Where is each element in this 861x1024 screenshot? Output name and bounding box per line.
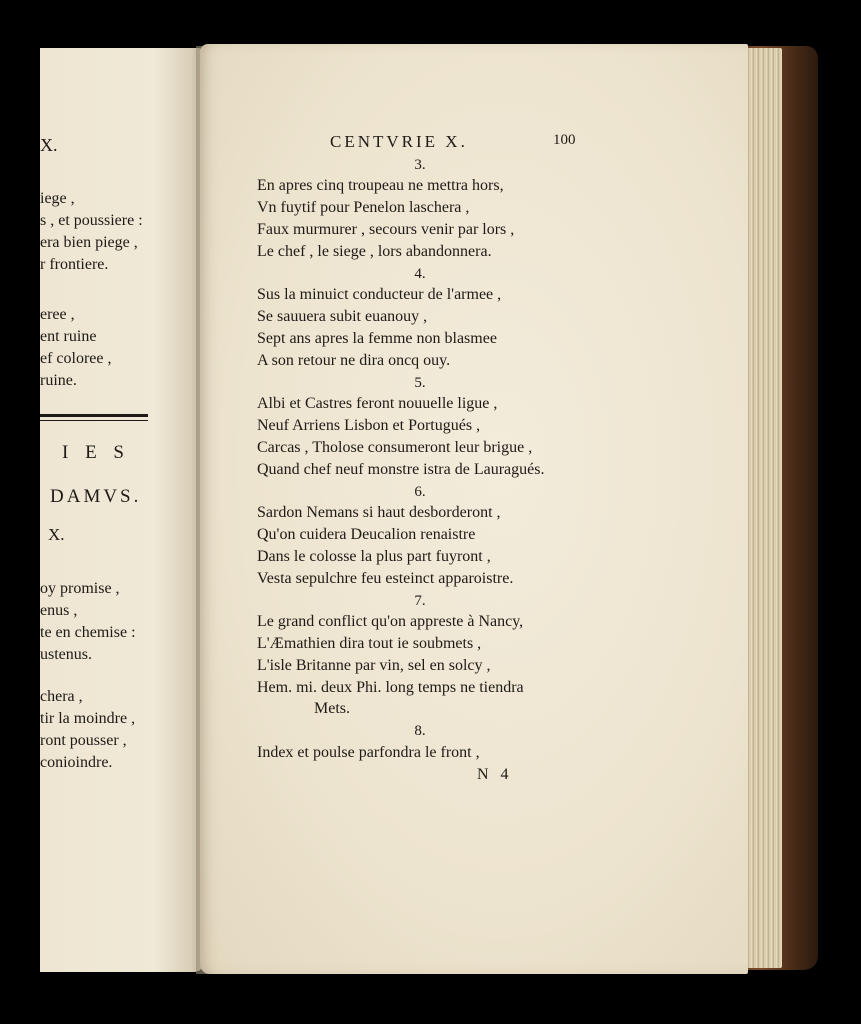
left-page bbox=[40, 48, 204, 972]
left-verse-line: r frontiere. bbox=[40, 256, 109, 273]
verse-line: Dans le colosse la plus part fuyront , bbox=[257, 548, 491, 565]
verse-line: Index et poulse parfondra le front , bbox=[257, 744, 480, 761]
verse-line: A son retour ne dira oncq ouy. bbox=[257, 352, 451, 369]
quatrain-number: 4. bbox=[414, 266, 426, 282]
left-verse-line: tir la moindre , bbox=[40, 710, 136, 727]
left-verse-line: iege , bbox=[40, 190, 75, 207]
verse-line: Vesta sepulchre feu esteinct apparoistre. bbox=[257, 570, 514, 587]
verse-line: Sept ans apres la femme non blasmee bbox=[257, 330, 497, 347]
section-rule-thin bbox=[40, 420, 148, 421]
verse-line: L'Æmathien dira tout ie soubmets , bbox=[257, 635, 482, 652]
quatrain-number: 6. bbox=[414, 484, 426, 500]
quatrain-number: 5. bbox=[414, 375, 426, 391]
verse-line: Hem. mi. deux Phi. long temps ne tiendra bbox=[257, 679, 524, 696]
left-title-fragment: DAMVS. bbox=[50, 486, 142, 507]
quatrain-number: 8. bbox=[414, 723, 426, 739]
quatrain-number: 7. bbox=[414, 593, 426, 609]
left-verse-line: ef coloree , bbox=[40, 350, 112, 367]
signature-mark: N 4 bbox=[477, 766, 513, 783]
verse-line: Quand chef neuf monstre istra de Lauragués. bbox=[257, 461, 545, 478]
left-verse-line: chera , bbox=[40, 688, 83, 705]
left-verse-line: s , et poussiere : bbox=[40, 212, 143, 229]
section-rule bbox=[40, 414, 148, 417]
page-number: 100 bbox=[553, 132, 576, 148]
verse-line: L'isle Britanne par vin, sel en solcy , bbox=[257, 657, 491, 674]
left-title-fragment: X. bbox=[48, 525, 65, 544]
verse-line: Le chef , le siege , lors abandonnera. bbox=[257, 243, 492, 260]
left-verse-line: te en chemise : bbox=[40, 624, 136, 641]
left-verse-line: ruine. bbox=[40, 372, 77, 389]
verse-line: Neuf Arriens Lisbon et Portugués , bbox=[257, 417, 481, 434]
verse-line: Le grand conflict qu'on appreste à Nancy, bbox=[257, 613, 524, 630]
left-verse-line: ustenus. bbox=[40, 646, 92, 663]
verse-line: Qu'on cuidera Deucalion renaistre bbox=[257, 526, 476, 543]
left-verse-line: era bien piege , bbox=[40, 234, 138, 251]
verse-line: Vn fuytif pour Penelon laschera , bbox=[257, 199, 470, 216]
verse-line: Se sauuera subit euanouy , bbox=[257, 308, 428, 325]
left-verse-line: ent ruine bbox=[40, 328, 97, 345]
verse-line: Faux murmurer , secours venir par lors , bbox=[257, 221, 515, 238]
left-verse-line: eree , bbox=[40, 306, 75, 323]
left-header-fragment: X. bbox=[40, 135, 58, 155]
left-verse-line: enus , bbox=[40, 602, 78, 619]
left-verse-line: oy promise , bbox=[40, 580, 120, 597]
quatrain-number: 3. bbox=[414, 157, 426, 173]
verse-continuation: Mets. bbox=[314, 700, 350, 717]
verse-line: Carcas , Tholose consumeront leur brigue , bbox=[257, 439, 533, 456]
verse-line: Albi et Castres feront nouuelle ligue , bbox=[257, 395, 498, 412]
running-head: CENTVRIE X. bbox=[330, 132, 468, 151]
left-title-fragment: I E S bbox=[62, 442, 130, 463]
verse-line: Sardon Nemans si haut desborderont , bbox=[257, 504, 501, 521]
verse-line: En apres cinq troupeau ne mettra hors, bbox=[257, 177, 504, 194]
left-verse-line: ront pousser , bbox=[40, 732, 127, 749]
verse-line: Sus la minuict conducteur de l'armee , bbox=[257, 286, 502, 303]
left-verse-line: conioindre. bbox=[40, 754, 113, 771]
